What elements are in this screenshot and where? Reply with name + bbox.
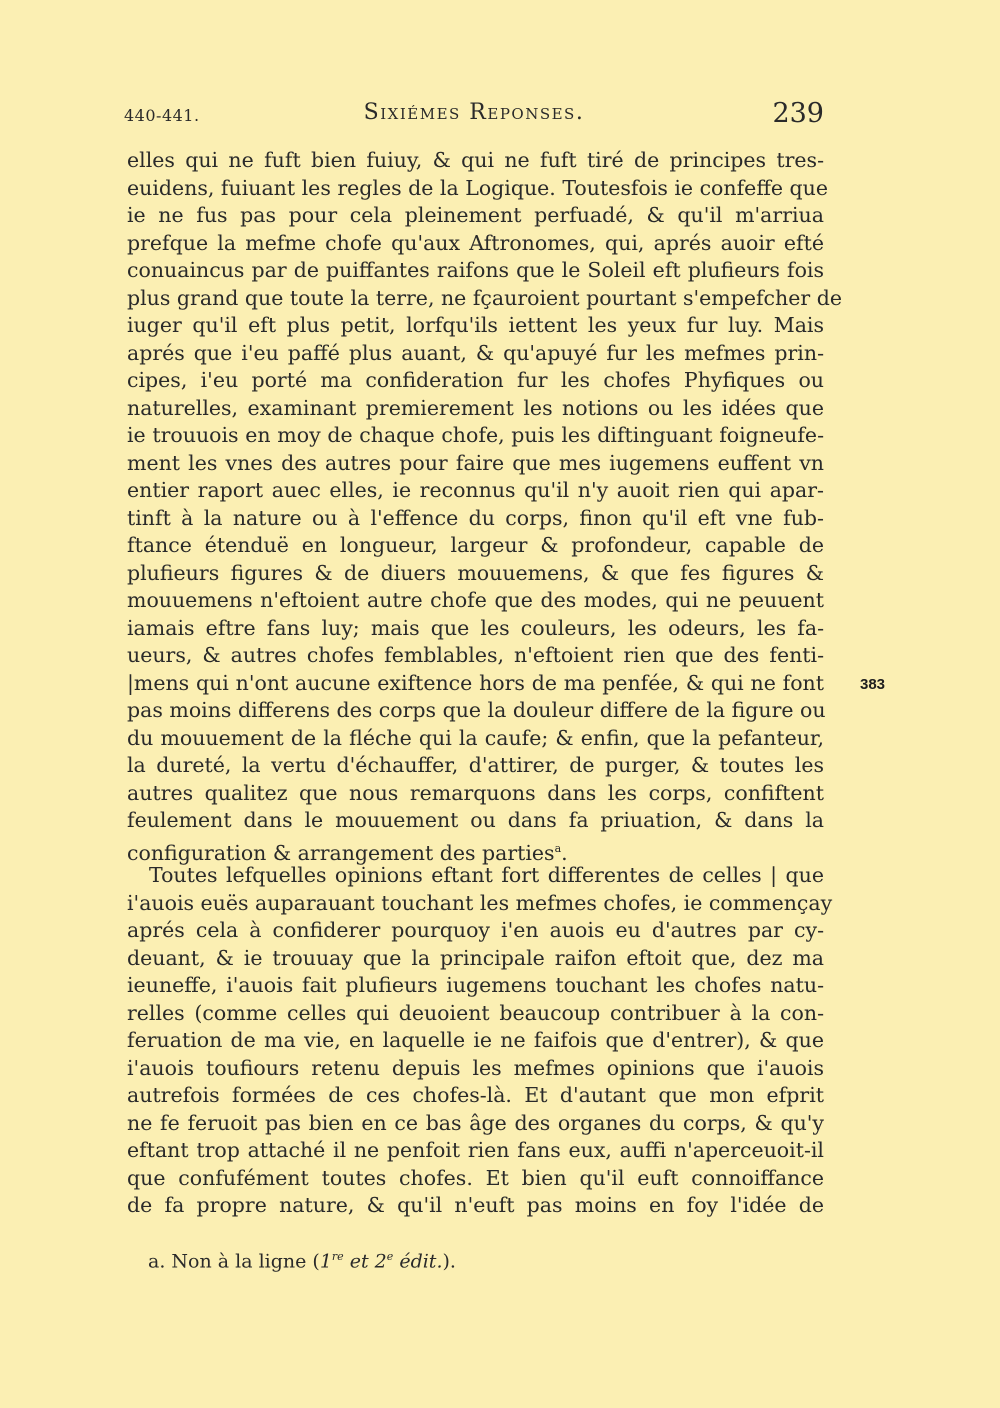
text-line: entier raport auec elles, ie reconnus qu'il n'y auoit rien qui apar- [127,478,824,502]
footnote-edition-1-sup: re [331,1250,344,1263]
footnote-text: Non à la ligne ( [171,1250,320,1273]
body-text [127,147,842,1220]
text-line: ie ne fus pas pour cela pleinement perfuadé, & qu'il m'arriua [127,203,824,227]
text-line: prefque la mefme chofe qu'aux Aftronomes, qui, aprés auoir efté [127,230,824,255]
running-head [124,98,824,138]
text-line: elles qui ne fuft bien fuiuy, & qui ne fuft tiré de principes tres- [127,148,824,172]
text-line: Toutes lefquelles opinions eftant fort differentes de celles | que [149,863,824,887]
text-line: du mouuement de la fléche qui la caufe; & enfin, que la pefanteur, [127,725,824,750]
text-line: |mens qui n'ont aucune exiftence hors de ma penfée, & qui ne font [127,670,824,695]
footnote-edition-end: édit. [393,1250,443,1273]
text-line: ie trouuois en moy de chaque chofe, puis les diftinguant foigneufe- [127,423,824,447]
text-line: iuger qu'il eft plus petit, lorfqu'ils iettent les yeux fur luy. Mais [127,313,824,337]
text-line: feulement dans le mouuement ou dans fa priuation, & dans la [127,808,824,832]
text-line: i'auois toufiours retenu depuis les mefmes opinions que i'auois [127,1055,824,1080]
footnote-edition-2: 2 [374,1250,387,1273]
text-line: i'auois euës auparauant touchant les mefmes chofes, ie commençay [127,890,833,915]
text-line-content: configuration & arrangement des parties [127,840,555,865]
text-line: la dureté, la vertu d'échauffer, d'attirer, de purger, & toutes les [127,753,824,777]
text-line: iamais eftre fans luy; mais que les couleurs, les odeurs, les fa- [127,615,824,640]
text-line: aprés que i'eu paffé plus auant, & qu'apuyé fur les mefmes prin- [127,340,824,365]
footnote-marker: a. [148,1250,166,1273]
text-line: plus grand que toute la terre, ne fçauroient pourtant s'empefcher de [127,285,842,310]
text-line: deuant, & ie trouuay que la principale raifon eftoit que, dez ma [127,945,824,970]
footnote-edition-2-sup: e [386,1250,394,1263]
footnote-reference: a [554,841,562,855]
text-line: plufieurs figures & de diuers mouuemens, & que fes figures & [127,560,824,585]
running-title: Sixiémes Reponses. [363,100,585,125]
footnote-edition-mid: et [343,1250,375,1273]
footnote-edition-1: 1 [319,1250,332,1273]
text-line: eftant trop attaché il ne penfoit rien fans eux, auffi n'aperceuoit-il [127,1138,824,1162]
page-number: 239 [772,98,824,129]
text-line: ieuneffe, i'auois fait plufieurs iugemens touchant les chofes natu- [127,973,824,997]
footnote [148,1250,456,1272]
text-line: ne fe feruoit pas bien en ce bas âge des organes du corps, & qu'y [127,1110,824,1135]
text-line: pas moins differens des corps que la douleur differe de la figure ou [127,698,826,722]
text-line: conuaincus par de puiffantes raifons que le Soleil eft plufieurs fois [127,258,824,282]
text-line: autrefois formées de ces chofes-là. Et d'autant que mon efprit [127,1083,824,1107]
text-line: ment les vnes des autres pour faire que mes iugemens euffent vn [127,450,824,475]
text-line: ueurs, & autres chofes femblables, n'eftoient rien que des fenti- [127,643,824,667]
text-line: relles (comme celles qui deuoient beaucoup contribuer à la con- [127,1000,824,1025]
text-line: tinft à la nature ou à l'effence du corps, finon qu'il eft vne fub- [127,505,824,530]
text-line: cipes, i'eu porté ma confideration fur les chofes Phyfiques ou [127,368,824,392]
page-range: 440-441. [124,106,200,125]
text-line: aprés cela à confiderer pourquoy i'en auois eu d'autres par cy- [127,918,824,942]
text-line: naturelles, examinant premierement les notions ou les idées que [127,395,824,420]
text-line: autres qualitez que nous remarquons dans les corps, confiftent [127,780,824,805]
text-line-end: . [561,840,568,865]
footnote-close: ). [442,1250,456,1273]
text-line: que confufément toutes chofes. Et bien qu'il euft connoiffance [127,1165,824,1190]
margin-page-reference: 383 [860,676,886,693]
text-line: de fa propre nature, & qu'il n'euft pas moins en foy l'idée de [127,1193,824,1217]
text-line-last [127,835,824,863]
text-line: euidens, fuiuant les regles de la Logique. Toutesfois ie confeffe que [127,175,828,200]
text-line: ftance étenduë en longueur, largeur & profondeur, capable de [127,533,824,557]
text-line: feruation de ma vie, en laquelle ie ne faifois que d'entrer), & que [127,1028,824,1052]
text-line: mouuemens n'eftoient autre chofe que des modes, qui ne peuuent [127,588,824,612]
